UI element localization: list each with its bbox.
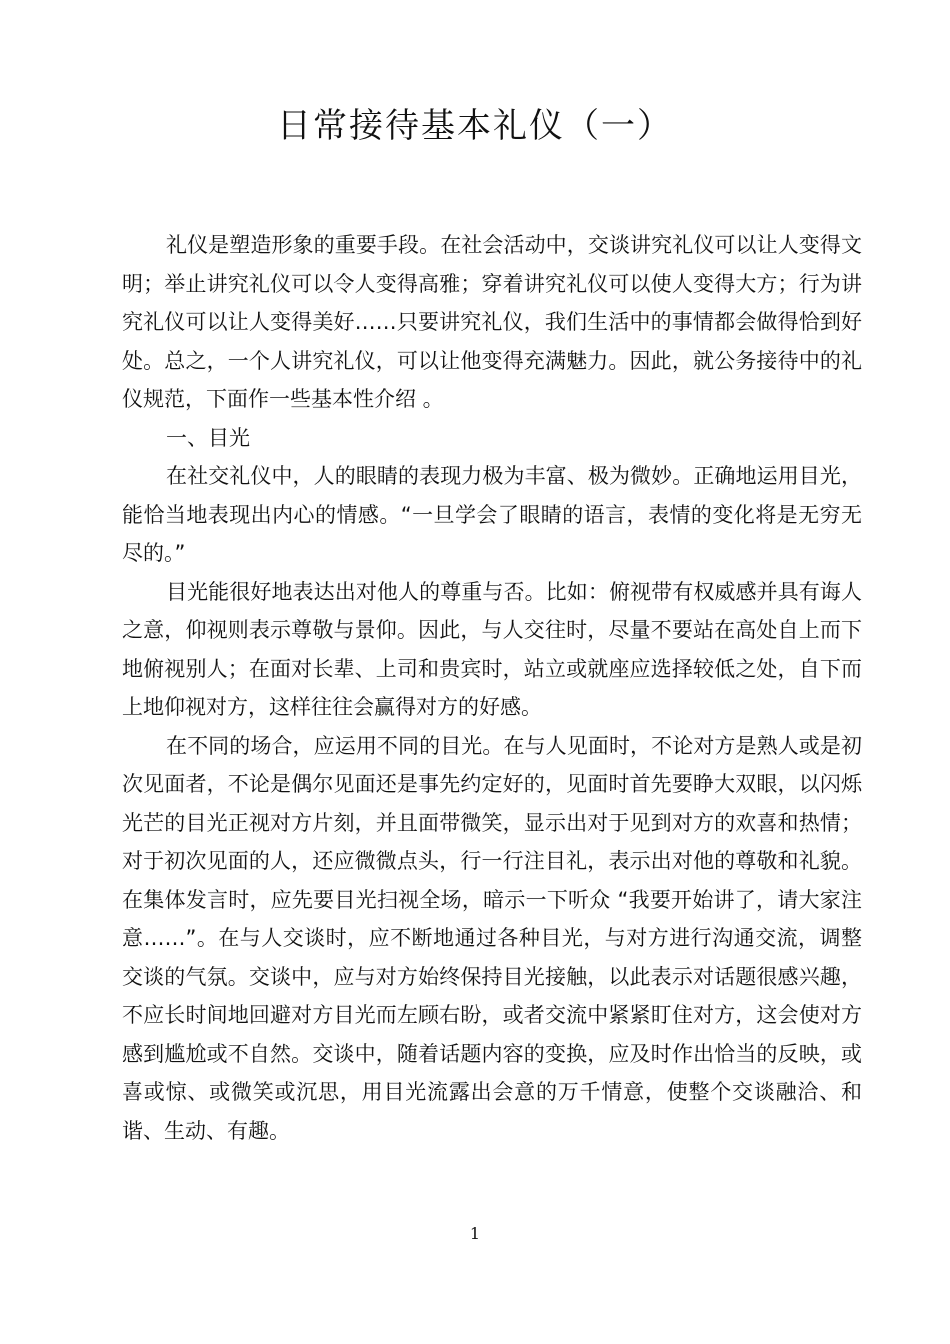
paragraph-intro: 礼仪是塑造形象的重要手段。在社会活动中，交谈讲究礼仪可以让人变得文明；举止讲究礼仪可以令人变得高雅；穿着讲究礼仪可以使人变得大方；行为讲究礼仪可以让人变得美好……只要讲究礼仪，我们生活中的事情都会做得恰到好处。总之，一个人讲究礼仪，可以让他变得充满魅力。因此，就公务接待中的礼仪规范，下面作一些基本性介绍 。 (122, 233, 862, 411)
paragraph-gaze-respect: 目光能很好地表达出对他人的尊重与否。比如：俯视带有权威感并具有诲人之意，仰视则表示尊敬与景仰。因此，与人交往时，尽量不要站在高处自上而下地俯视别人；在面对长辈、上司和贵宾时，站立或就座应选择较低之处，自下而上地仰视对方，这样往往会赢得对方的好感。 (122, 579, 862, 719)
section-heading-gaze: 一、目光 (166, 425, 250, 450)
document-body (122, 226, 862, 1150)
document-title: 日常接待基本礼仪（一） (277, 106, 673, 146)
paragraph-gaze-expression: 在社交礼仪中，人的眼睛的表现力极为丰富、极为微妙。正确地运用目光，能恰当地表现出内心的情感。“一旦学会了眼睛的语言，表情的变化将是无穷无尽的。” (122, 464, 862, 565)
page-number: 1 (469, 1224, 481, 1243)
paragraph-gaze-occasions: 在不同的场合，应运用不同的目光。在与人见面时，不论对方是熟人或是初次见面者，不论是偶尔见面还是事先约定好的，见面时首先要睁大双眼，以闪烁光芒的目光正视对方片刻，并且面带微笑，显示出对于见到对方的欢喜和热情；对于初次见面的人，还应微微点头，行一行注目礼，表示出对他的尊敬和礼貌。在集体发言时，应先要目光扫视全场，暗示一下听众 “我要开始讲了，请大家注意……”。在与人交谈时，应不断地通过各种目光，与对方进行沟通交流，调整交谈的气氛。交谈中，应与对方始终保持目光接触，以此表示对话题很感兴趣，不应长时间地回避对方目光而左顾右盼，或者交流中紧紧盯住对方，这会使对方感到尴尬或不自然。交谈中，随着话题内容的变换，应及时作出恰当的反映，或喜或惊、或微笑或沉思，用目光流露出会意的万千情意，使整个交谈融洽、和谐、生动、有趣。 (122, 733, 862, 1143)
